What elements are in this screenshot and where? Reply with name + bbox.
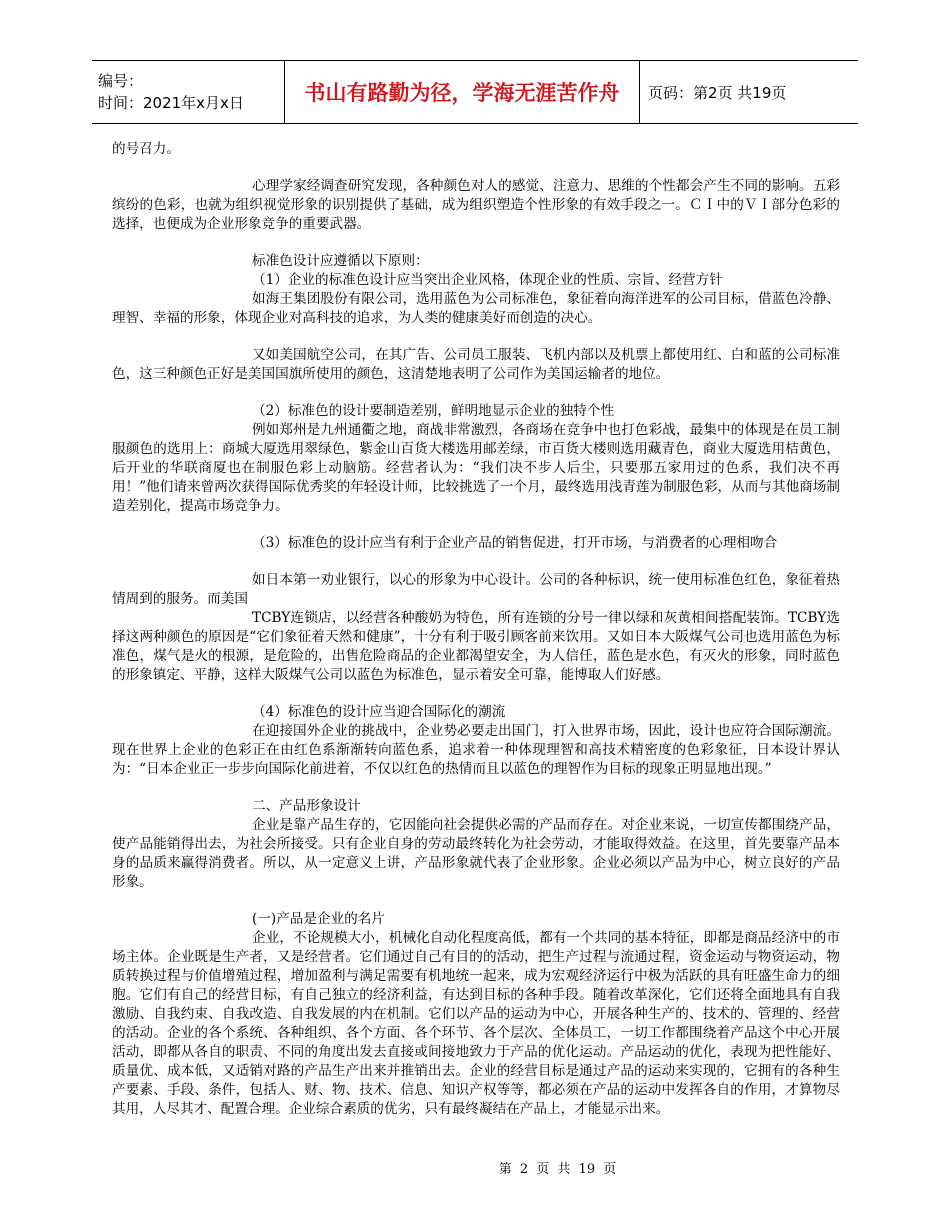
paragraph: 二、产品形象设计 bbox=[252, 798, 361, 814]
paragraph: （3）标准色的设计应当有利于企业产品的销售促进，打开市场，与消费者的心理相吻合 bbox=[252, 535, 778, 551]
paragraph: 在迎接国外企业的挑战中，企业势必要走出国门，打入世界市场，因此，设计也应符合国际潮流。现在世界上企业的色彩正在由红色系渐渐转向蓝色系，追求着一种体现理智和高技术精密度的色彩象征，日本设计界认为：“日本企业正一步步向国际化前进着，不仅以红色的热情而且以蓝色的理智作为目标的现象正明显地出现。” bbox=[112, 723, 840, 777]
paragraph: 例如郑州是九州通衢之地，商战非常激烈，各商场在竞争中也打色彩战，最集中的体现是在员工制服颜色的选用上：商城大厦选用翠绿色，紫金山百货大楼选用邮差绿，市百货大楼则选用藏青色，商业大厦选用桔黄色，后开业的华联商厦也在制服色彩上动脑筋。经营者认为：“我们决不步人后尘，只要那五家用过的色系，我们决不再用！”他们请来曾两次获得国际优秀奖的年轻设计师，比较挑选了一个月，最终选用浅青莲为制服色彩，从而与其他商场制造差别化，提高市场竞争力。 bbox=[112, 422, 840, 514]
page-footer bbox=[0, 1158, 950, 1177]
paragraph: （4）标准色的设计应当迎合国际化的潮流 bbox=[252, 704, 506, 720]
footer-page-number: 第 2 页 共 19 页 bbox=[498, 1162, 617, 1177]
paragraph: （2）标准色的设计要制造差别，鲜明地显示企业的独特个性 bbox=[252, 403, 615, 419]
paragraph: (一)产品是企业的名片 bbox=[252, 911, 385, 927]
paragraph: 如日本第一劝业银行，以心的形象为中心设计。公司的各种标识，统一使用标准色红色，象征着热情周到的服务。而美国 bbox=[112, 572, 840, 607]
paragraph: 的号召力。 bbox=[112, 141, 180, 157]
paragraph: 企业是靠产品生存的，它因能向社会提供必需的产品而存在。对企业来说，一切宣传都围绕产品，使产品能销得出去，为社会所接受。只有企业自身的劳动最终转化为社会劳动，才能取得效益。在这里，首先要靠产品本身的品质来赢得消费者。所以，从一定意义上讲，产品形象就代表了企业形象。企业必须以产品为中心，树立良好的产品形象。 bbox=[112, 817, 840, 890]
header-meta bbox=[92, 61, 285, 123]
paragraph: 心理学家经调查研究发现，各种颜色对人的感觉、注意力、思维的个性都会产生不同的影响。五彩缤纷的色彩，也就为组织视觉形象的识别提供了基础，成为组织塑造个性形象的有效手段之一。ＣＩ中的ＶＩ部分色彩的选择，也便成为企业形象竞争的重要武器。 bbox=[112, 178, 840, 232]
paragraph: 企业，不论规模大小，机械化自动化程度高低，都有一个共同的基本特征，即都是商品经济中的市场主体。企业既是生产者，又是经营者。它们通过自己有目的的活动，把生产过程与流通过程，资金运动与物资运动，物质转换过程与价值增殖过程，增加盈利与满足需要有机地统一起来，成为宏观经济运行中极为活跃的具有旺盛生命力的细胞。它们有自己的经营目标，有自己独立的经济利益，有达到目标的各种手段。随着改革深化，它们还将全面地具有自我激励、自我约束、自我改造、自我发展的内在机制。它们以产品的运动为中心，开展各种生产的、技术的、管理的、经营的活动。企业的各个系统、各种组织、各个方面、各个环节、各个层次、全体员工，一切工作都围绕着产品这个中心开展活动，即都从各自的职责、不同的角度出发去直接或间接地致力于产品的优化运动。产品运动的优化，表现为把性能好、质量优、成本低，又适销对路的产品生产出来并推销出去。企业的经营目标是通过产品的运动来实现的，它拥有的各种生产要素、手段、条件，包括人、财、物、技术、信息、知识产权等等，都必须在产品的运动中发挥各自的作用，才算物尽其用，人尽其才、配置合理。企业综合素质的优劣，只有最终凝结在产品上，才能显示出来。 bbox=[112, 930, 840, 1117]
time-label: 时间：2021年x月x日 bbox=[98, 94, 244, 112]
paragraph: TCBY连锁店，以经营各种酸奶为特色，所有连锁的分号一律以绿和灰黄相间搭配装饰。TCBY选择这两种颜色的原因是“它们象征着天然和健康”，十分有利于吸引顾客前来饮用。又如日本大阪煤气公司也选用蓝色为标准色，煤气是火的根源，是危险的，出售危险商品的企业都渴望安全，为人信任，蓝色是水色，有灭火的形象，同时蓝色的形象镇定、平静，这样大阪煤气公司以蓝色为标准色，显示着安全可靠，能博取人们好感。 bbox=[112, 610, 840, 683]
header-motto: 书山有路勤为径，学海无涯苦作舟 bbox=[285, 61, 640, 123]
page-header bbox=[92, 60, 858, 124]
header-page-info: 页码：第2页 共19页 bbox=[648, 83, 787, 102]
paragraph: 又如美国航空公司，在其广告、公司员工服装、飞机内部以及机票上都使用红、白和蓝的公司标准色，这三种颜色正好是美国国旗所使用的颜色，这清楚地表明了公司作为美国运输者的地位。 bbox=[112, 347, 840, 382]
paragraph: （1）企业的标准色设计应当突出企业风格，体现企业的性质、宗旨、经营方针 bbox=[252, 272, 723, 288]
document-body bbox=[112, 140, 840, 1119]
paragraph: 如海王集团股份有限公司，选用蓝色为公司标准色，象征着向海洋进军的公司目标，借蓝色冷静、理智、幸福的形象，体现企业对高科技的追求，为人类的健康美好而创造的决心。 bbox=[112, 291, 840, 326]
serial-label: 编号： bbox=[98, 72, 144, 90]
paragraph: 标准色设计应遵循以下原则： bbox=[252, 253, 429, 269]
